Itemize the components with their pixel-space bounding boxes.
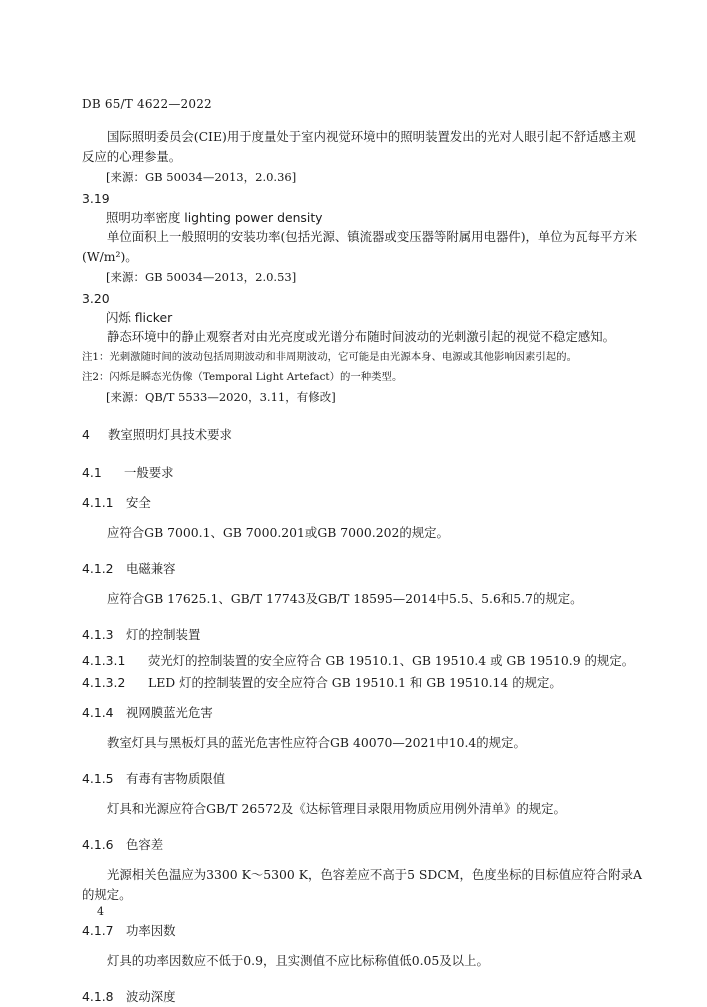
clause-4-1-2-text: 应符合GB 17625.1、GB/T 17743及GB/T 18595—2014中5.5、5.6和5.7的规定。: [107, 591, 583, 606]
clause-4-1-7-title: 功率因数: [126, 923, 176, 938]
intro-paragraph: 国际照明委员会(CIE)用于度量处于室内视觉环境中的照明装置发出的光对人眼引起不舒适感主观反应的心理参量。: [82, 129, 636, 164]
clause-4-1-1-heading: [82, 493, 642, 513]
clause-4-1-3-2-number: 4.1.3.2: [82, 675, 126, 690]
clause-4-1-4-number: 4.1.4: [82, 705, 114, 720]
clause-4-1-6-title: 色容差: [126, 837, 164, 852]
clause-4-1-2-number: 4.1.2: [82, 561, 114, 576]
clause-4-1-2-title: 电磁兼容: [126, 561, 176, 576]
clause-4-1-title: 一般要求: [124, 465, 174, 480]
term-3-19-definition: 单位面积上一般照明的安装功率(包括光源、镇流器或变压器等附属用电器件)，单位为瓦每平方米(W/m²)。: [82, 229, 638, 264]
clause-4-1-5-text: 灯具和光源应符合GB/T 26572及《达标管理目录限用物质应用例外清单》的规定。: [107, 801, 566, 816]
clause-4-1-6-heading: [82, 835, 642, 855]
standard-code-header: DB 65/T 4622—2022: [82, 97, 212, 111]
clause-4-1-1-number: 4.1.1: [82, 495, 114, 510]
page-number: 4: [97, 905, 104, 918]
page-content: [82, 127, 642, 1007]
section-4-title: 教室照明灯具技术要求: [108, 427, 232, 442]
clause-4-1-2-heading: [82, 559, 642, 579]
clause-4-1-3-2-text: LED 灯的控制装置的安全应符合 GB 19510.1 和 GB 19510.14 的规定。: [148, 675, 562, 690]
clause-4-1-5-number: 4.1.5: [82, 771, 114, 786]
clause-4-1-7-text: 灯具的功率因数应不低于0.9，且实测值不应比标称值低0.05及以上。: [107, 953, 489, 968]
term-3-19-number: 3.19: [82, 191, 110, 206]
term-3-20-definition: 静态环境中的静止观察者对由光亮度或光谱分布随时间波动的光刺激引起的视觉不稳定感知。: [107, 329, 616, 344]
clause-4-1-3-1-text: 荧光灯的控制装置的安全应符合 GB 19510.1、GB 19510.4 或 GB 19510.9 的规定。: [148, 653, 635, 668]
clause-4-1-1-text: 应符合GB 7000.1、GB 7000.201或GB 7000.202的规定。: [107, 525, 449, 540]
term-3-19-source: [来源：GB 50034—2013，2.0.53]: [106, 270, 297, 284]
clause-4-1-5-heading: [82, 769, 642, 789]
clause-4-1-3-2: [82, 673, 642, 693]
clause-4-1-number: 4.1: [82, 465, 102, 480]
section-4-heading: [82, 425, 642, 445]
clause-4-1-7-heading: [82, 921, 642, 941]
clause-4-1-4-text: 教室灯具与黑板灯具的蓝光危害性应符合GB 40070—2021中10.4的规定。: [107, 735, 526, 750]
intro-source: [来源：GB 50034—2013，2.0.36]: [106, 170, 297, 184]
term-3-20-note-2: 注2：闪烁是瞬态光伪像（Temporal Light Artefact）的一种类型。: [82, 371, 403, 383]
clause-4-1-3-1-number: 4.1.3.1: [82, 653, 126, 668]
term-3-19-name: 照明功率密度 lighting power density: [106, 210, 323, 225]
clause-4-1-8-number: 4.1.8: [82, 989, 114, 1004]
clause-4-1-3-number: 4.1.3: [82, 627, 114, 642]
clause-4-1-3-heading: [82, 625, 642, 645]
clause-4-1-8-heading: [82, 987, 642, 1007]
clause-4-1-3-1: [82, 651, 642, 671]
term-3-20-note-1: 注1：光刺激随时间的波动包括周期波动和非周期波动，它可能是由光源本身、电源或其他影响因素引起的。: [82, 351, 577, 363]
term-3-20-number: 3.20: [82, 291, 110, 306]
clause-4-1-1-title: 安全: [126, 495, 151, 510]
clause-4-1-heading: [82, 463, 642, 483]
section-4-number: 4: [82, 427, 90, 442]
term-3-20-source: [来源：QB/T 5533—2020，3.11，有修改]: [106, 390, 336, 404]
clause-4-1-5-title: 有毒有害物质限值: [126, 771, 226, 786]
clause-4-1-7-number: 4.1.7: [82, 923, 114, 938]
clause-4-1-6-text: 光源相关色温应为3300 K～5300 K，色容差应不高于5 SDCM，色度坐标的目标值应符合附录A的规定。: [82, 867, 642, 902]
clause-4-1-4-title: 视网膜蓝光危害: [126, 705, 213, 720]
clause-4-1-3-title: 灯的控制装置: [126, 627, 201, 642]
clause-4-1-8-title: 波动深度: [126, 989, 176, 1004]
term-3-20-name: 闪烁 flicker: [106, 310, 173, 325]
clause-4-1-6-number: 4.1.6: [82, 837, 114, 852]
clause-4-1-4-heading: [82, 703, 642, 723]
